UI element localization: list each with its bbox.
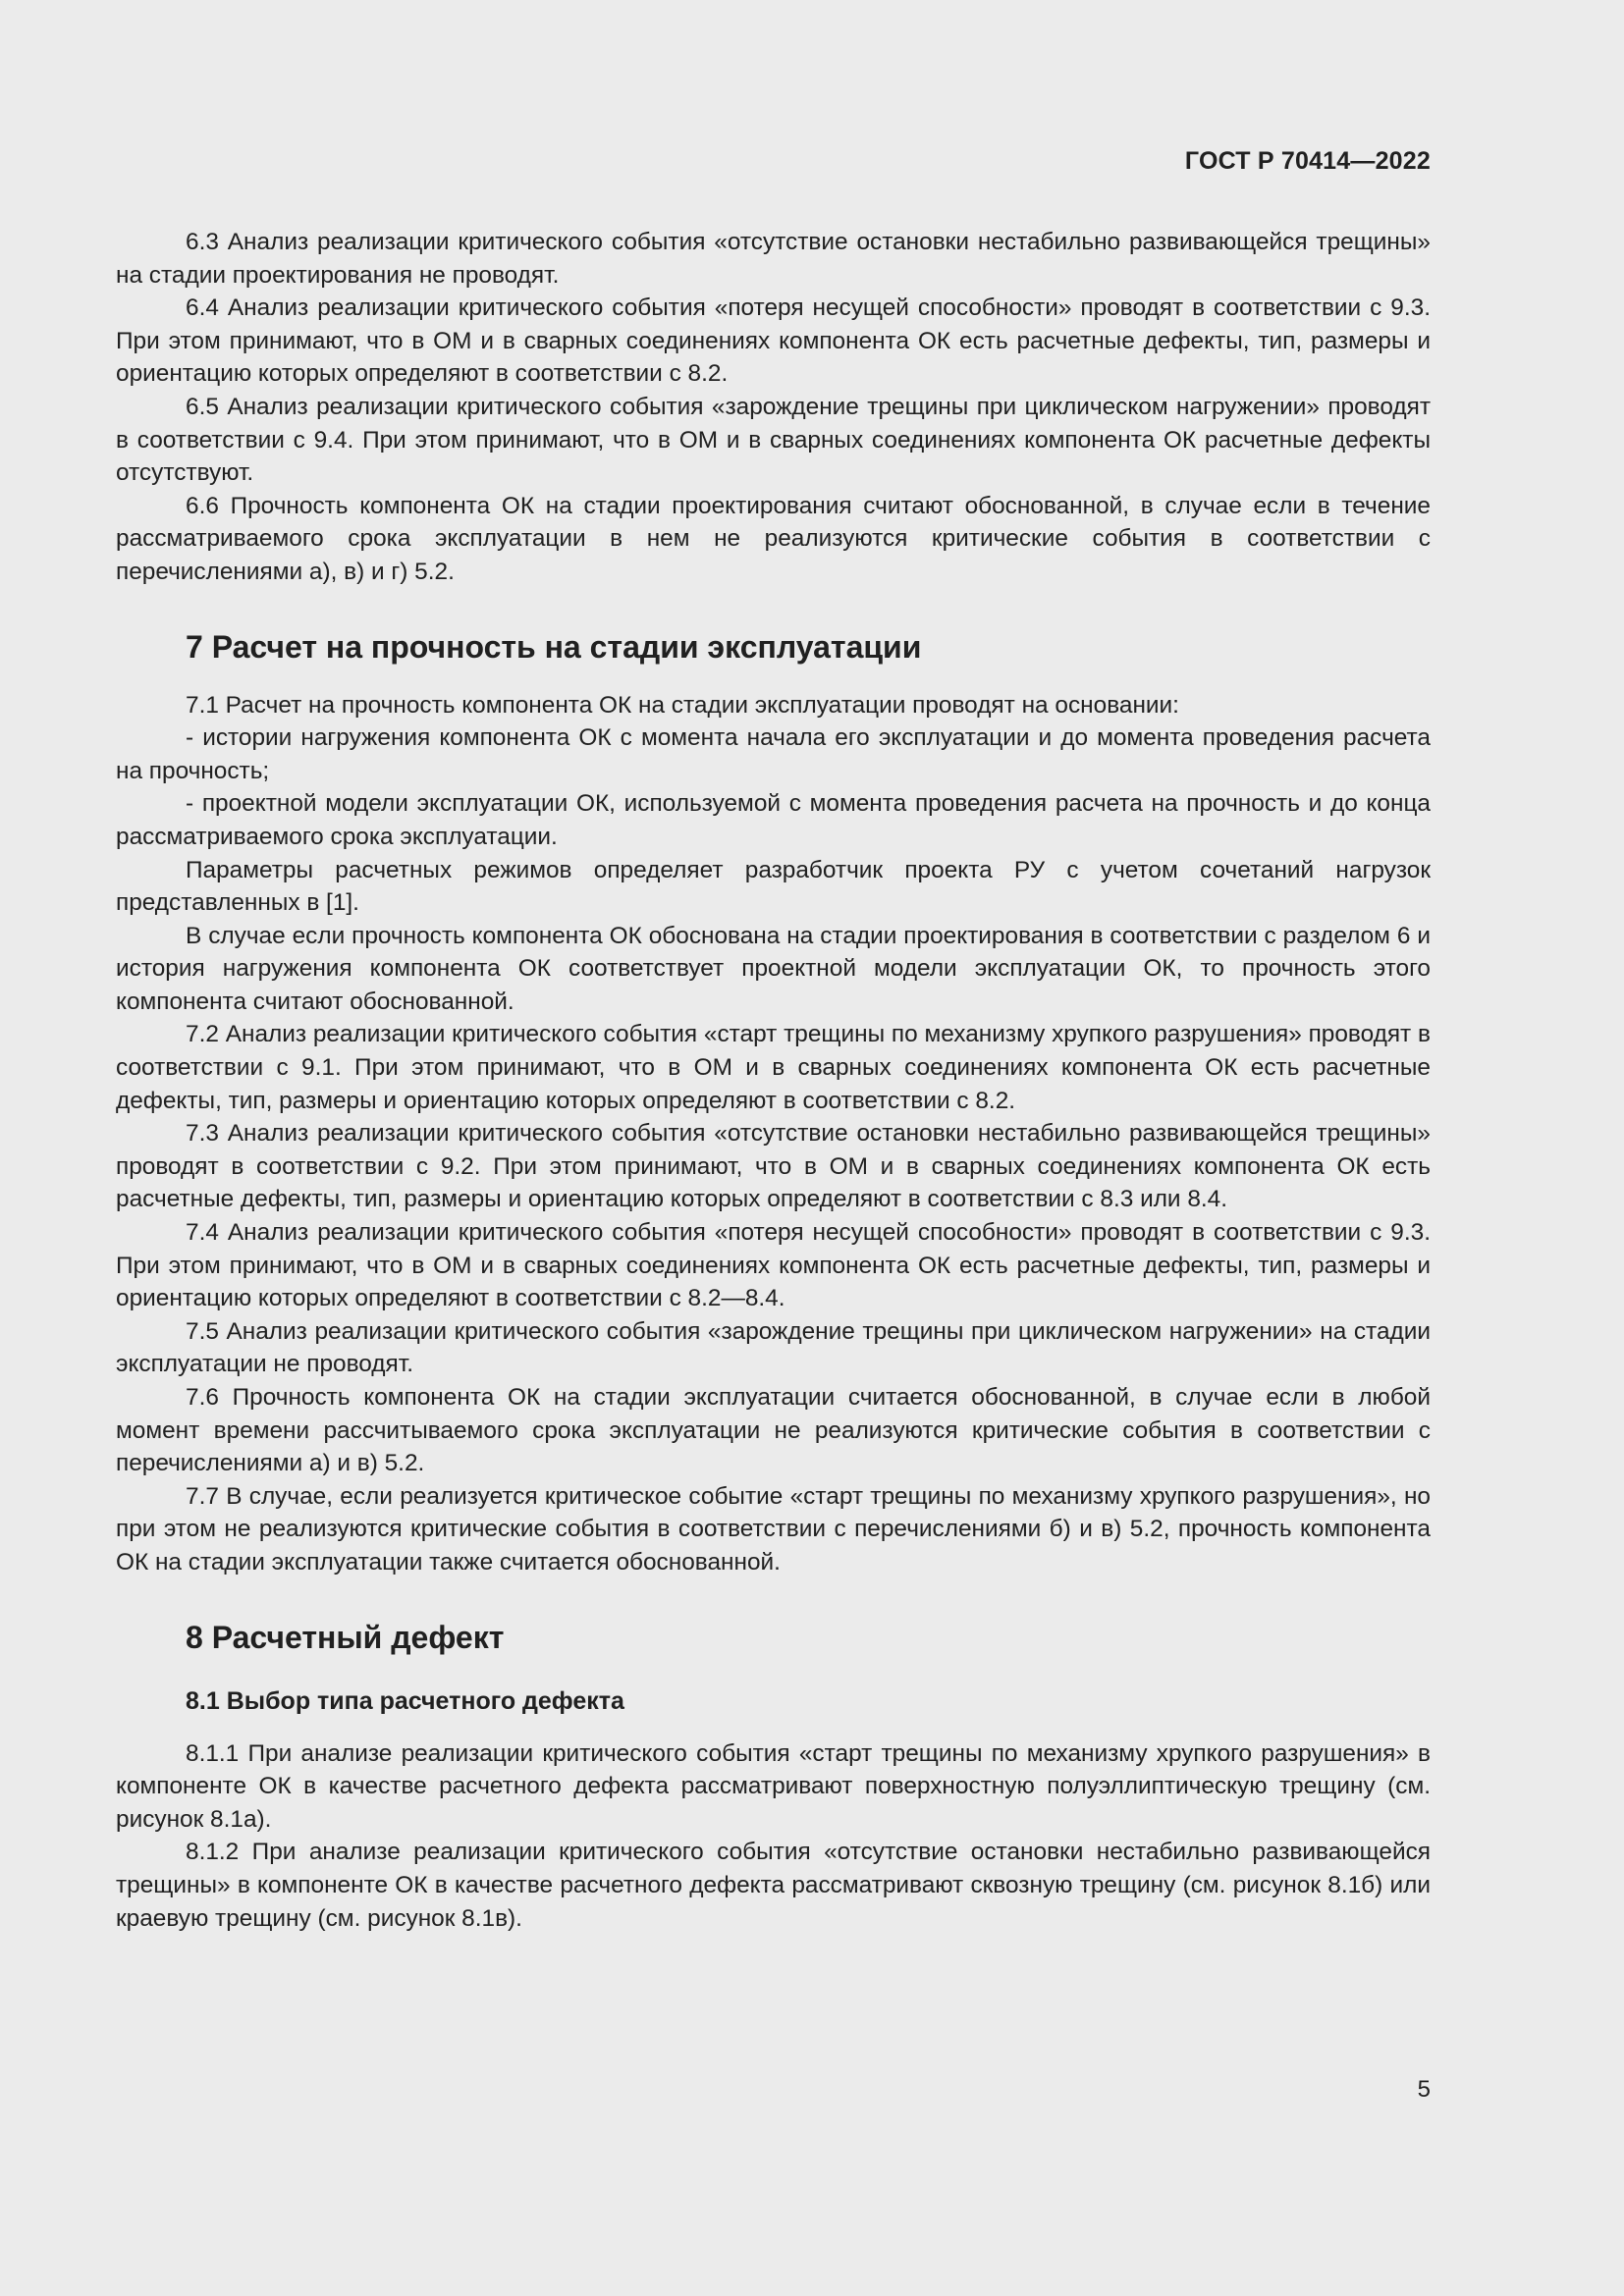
paragraph-6-6: 6.6 Прочность компонента ОК на стадии проектирования считают обоснованной, в случае если в течение рассматриваемого срока эксплуатации в нем не реализуются критические события в соответствии с перечислениями а), в) и г) 5.2. xyxy=(116,492,1431,585)
paragraph-8-1-2: 8.1.2 При анализе реализации критического события «отсутствие остановки нестабильно развивающейся трещины» в компоненте ОК в качестве расчетного дефекта рассматривают сквозную трещину (см. рисунок 8.1б) или краевую трещину (см. рисунок 8.1в). xyxy=(116,1839,1431,1932)
page-content xyxy=(116,226,1431,1935)
section-7-heading: 7 Расчет на прочность на стадии эксплуатации xyxy=(186,628,922,665)
paragraph-6-4: 6.4 Анализ реализации критического события «потеря несущей способности» проводят в соответствии с 9.3. При этом принимают, что в ОМ и в сварных соединениях компонента ОК есть расчетные дефекты, тип, размеры и ориентацию которых определяют в соответствии с 8.2. xyxy=(116,294,1431,388)
paragraph-7-5: 7.5 Анализ реализации критического события «зарождение трещины при циклическом нагружении» на стадии эксплуатации не проводят. xyxy=(116,1317,1431,1378)
document-code-header: ГОСТ Р 70414—2022 xyxy=(1184,147,1431,175)
paragraph-7-1-justified: В случае если прочность компонента ОК обоснована на стадии проектирования в соответствии с разделом 6 и история нагружения компонента ОК соответствует проектной модели эксплуатации ОК, то прочность этого компонента считают обоснованной. xyxy=(116,922,1431,1015)
paragraph-8-1-1: 8.1.1 При анализе реализации критического события «старт трещины по механизму хрупкого разрушения» в компоненте ОК в качестве расчетного дефекта рассматривают поверхностную полуэллиптическую трещину (см. рисунок 8.1а). xyxy=(116,1739,1431,1833)
paragraph-7-1: 7.1 Расчет на прочность компонента ОК на стадии эксплуатации проводят на основании: xyxy=(186,691,1179,719)
paragraph-7-3: 7.3 Анализ реализации критического события «отсутствие остановки нестабильно развивающейся трещины» проводят в соответствии с 9.2. При этом принимают, что в ОМ и в сварных соединениях компонента ОК есть расчетные дефекты, тип, размеры и ориентацию которых определяют в соответствии с 8.3 или 8.4. xyxy=(116,1120,1431,1213)
paragraph-6-3: 6.3 Анализ реализации критического события «отсутствие остановки нестабильно развивающейся трещины» на стадии проектирования не проводят. xyxy=(116,229,1431,289)
paragraph-7-2: 7.2 Анализ реализации критического события «старт трещины по механизму хрупкого разрушения» проводят в соответствии с 9.1. При этом принимают, что в ОМ и в сварных соединениях компонента ОК есть расчетные дефекты, тип, размеры и ориентацию которых определяют в соответствии с 8.2. xyxy=(116,1021,1431,1114)
subsection-8-1-heading: 8.1 Выбор типа расчетного дефекта xyxy=(186,1686,624,1715)
list-item-load-history: - истории нагружения компонента ОК с момента начала его эксплуатации и до момента проведения расчета на прочность; xyxy=(116,724,1431,784)
paragraph-7-7: 7.7 В случае, если реализуется критическое событие «старт трещины по механизму хрупкого разрушения», но при этом не реализуются критические события в соответствии с перечислениями б) и в) 5.2, прочность компонента ОК на стадии эксплуатации также считается обоснованной. xyxy=(116,1482,1431,1575)
paragraph-6-5: 6.5 Анализ реализации критического события «зарождение трещины при циклическом нагружении» проводят в соответствии с 9.4. При этом принимают, что в ОМ и в сварных соединениях компонента ОК расчетные дефекты отсутствуют. xyxy=(116,393,1431,487)
list-item-design-model: - проектной модели эксплуатации ОК, используемой с момента проведения расчета на прочность и до конца рассматриваемого срока эксплуатации. xyxy=(116,790,1431,850)
paragraph-7-1-params: Параметры расчетных режимов определяет разработчик проекта РУ с учетом сочетаний нагрузок представленных в [1]. xyxy=(116,856,1431,917)
page-number: 5 xyxy=(1417,2076,1431,2103)
section-8-heading: 8 Расчетный дефект xyxy=(186,1619,505,1655)
paragraph-7-4: 7.4 Анализ реализации критического события «потеря несущей способности» проводят в соответствии с 9.3. При этом принимают, что в ОМ и в сварных соединениях компонента ОК есть расчетные дефекты, тип, размеры и ориентацию которых определяют в соответствии с 8.2—8.4. xyxy=(116,1219,1431,1312)
paragraph-7-6: 7.6 Прочность компонента ОК на стадии эксплуатации считается обоснованной, в случае если в любой момент времени рассчитываемого срока эксплуатации не реализуются критические события в соответствии с перечислениями а) и в) 5.2. xyxy=(116,1384,1431,1477)
